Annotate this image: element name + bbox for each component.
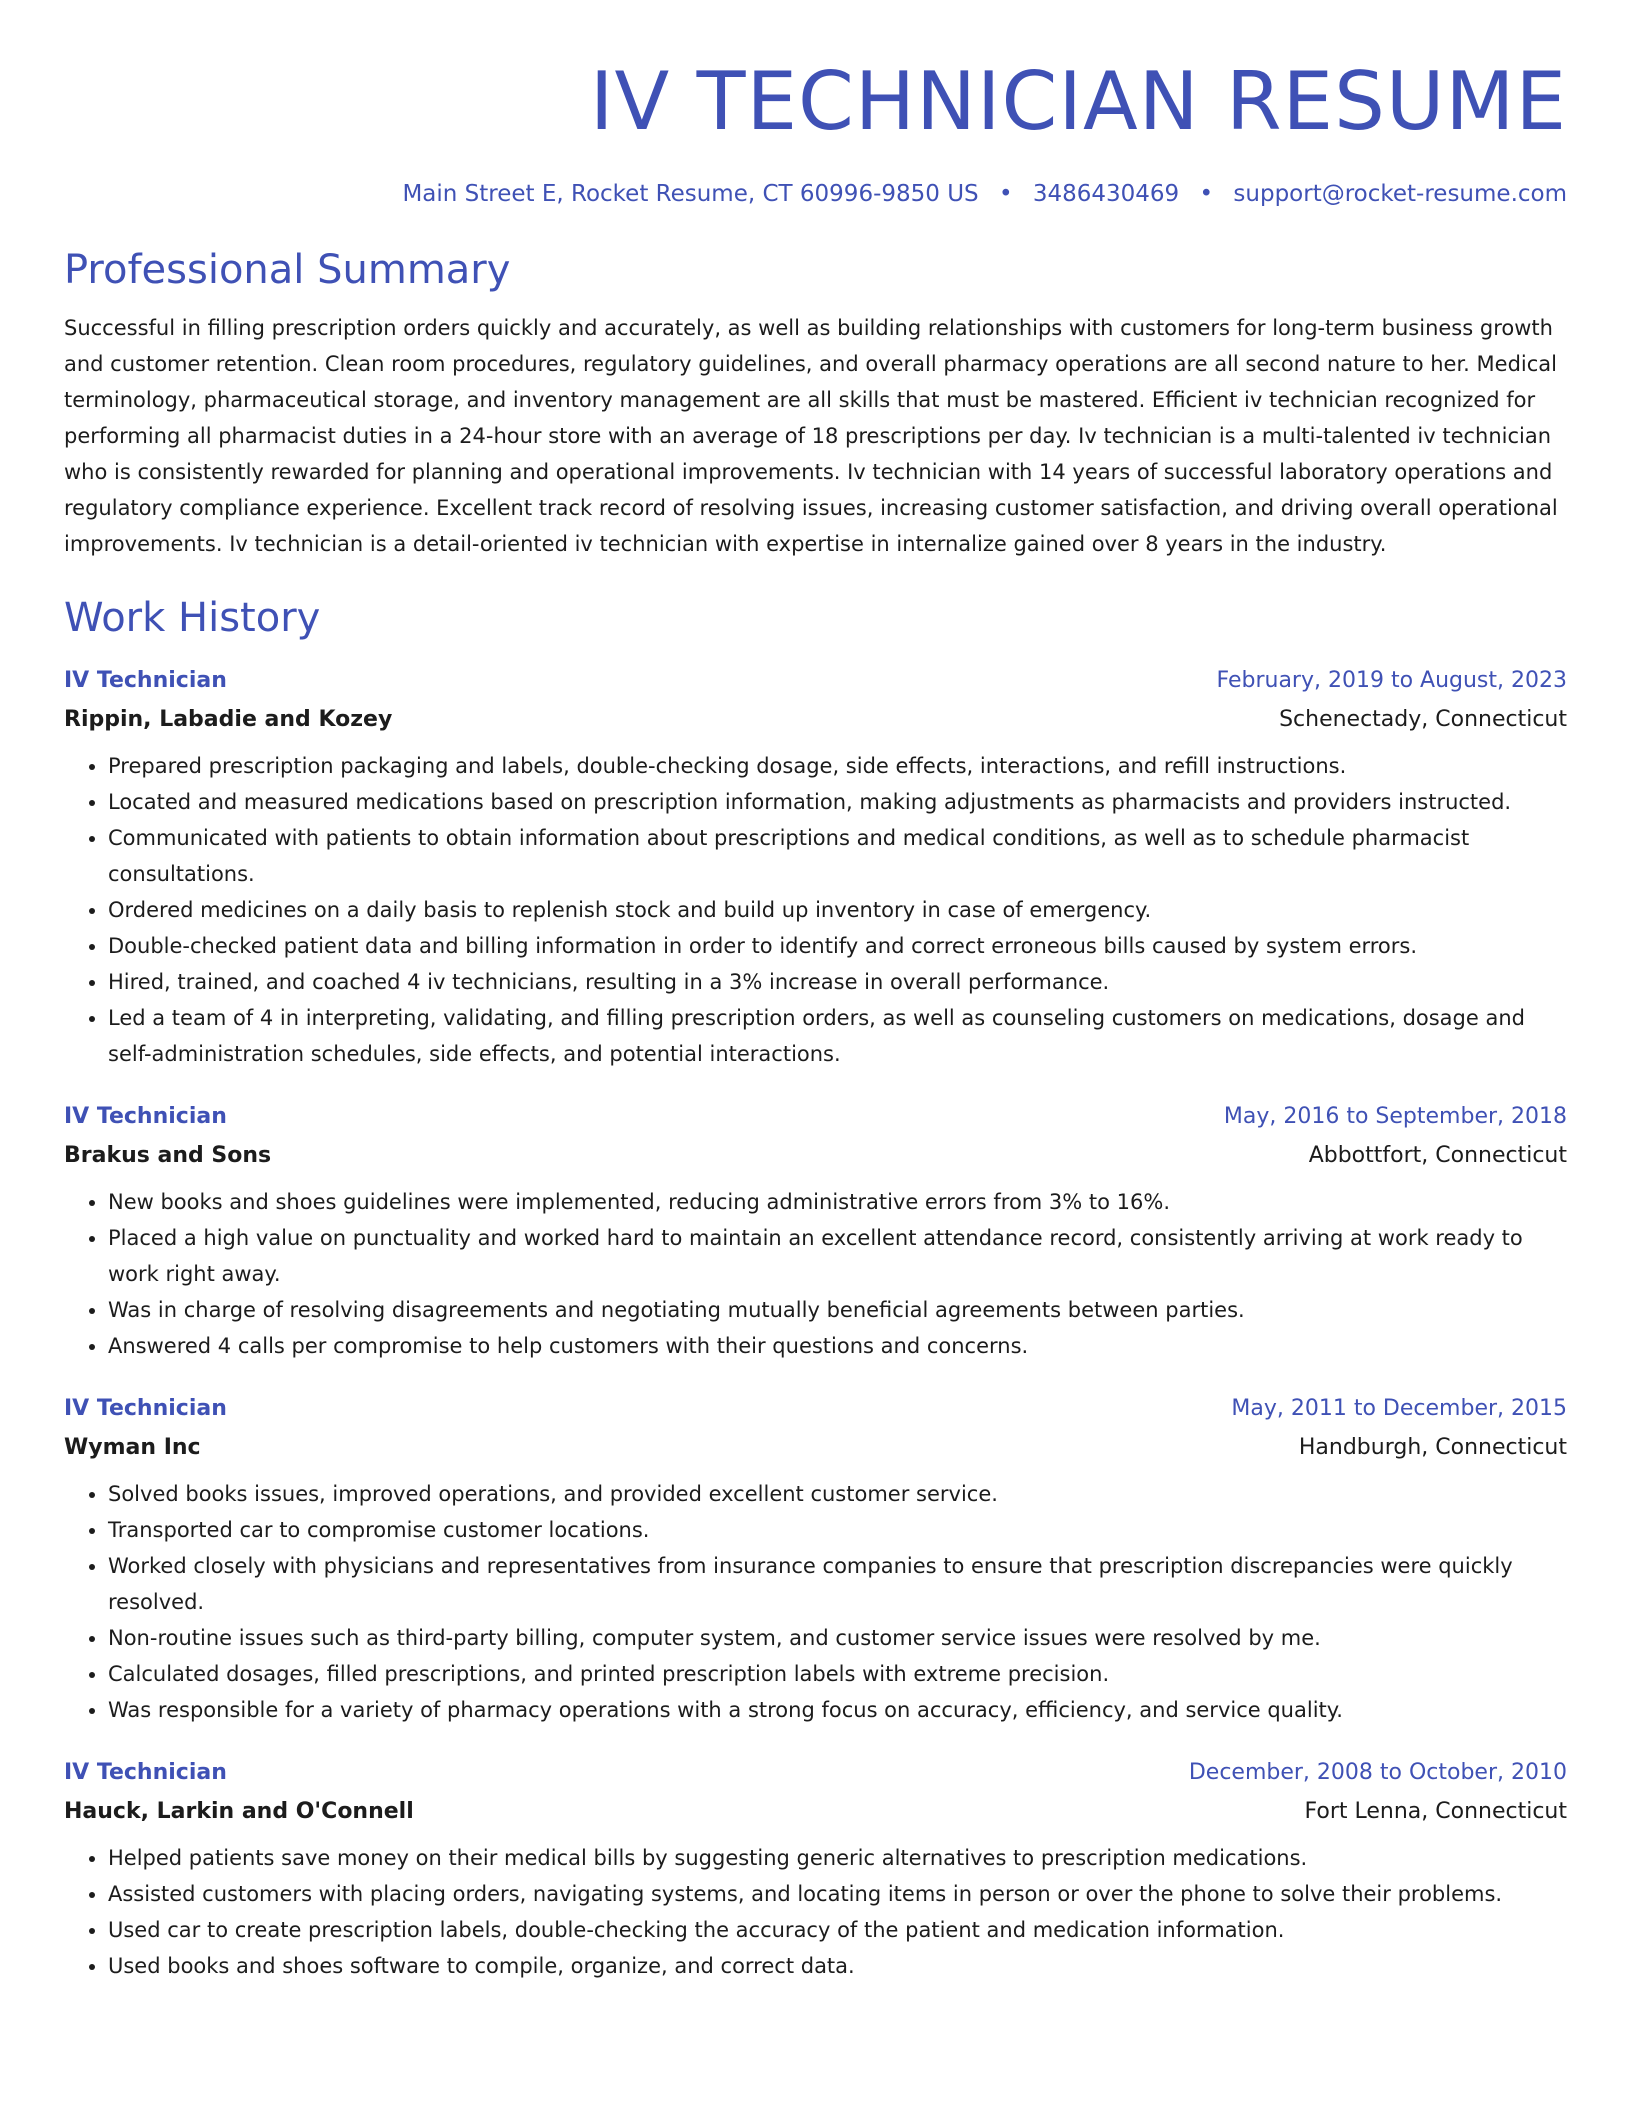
job-bullet: • Led a team of 4 in interpreting, validating, and filling prescription orders, as well as counseling customers on medications, dosage and self-administration schedules, side effects, and potential interactions.	[108, 1000, 1567, 1072]
job-company-row	[64, 700, 1567, 740]
job-bullet: • Used books and shoes software to compile, organize, and correct data.	[108, 1948, 1567, 1984]
job-location: Schenectady, Connecticut	[1279, 707, 1567, 732]
job-bullets	[64, 1476, 1567, 1728]
job-dates: May, 2016 to September, 2018	[1223, 1104, 1567, 1129]
job-bullet: • Communicated with patients to obtain information about prescriptions and medical conditions, as well as to schedule pharmacist consultations.	[108, 820, 1567, 892]
job-bullet: • Ordered medicines on a daily basis to replenish stock and build up inventory in case of emergency.	[108, 892, 1567, 928]
job-title: IV Technician	[64, 1760, 227, 1785]
contact-address: Main Street E, Rocket Resume, CT 60996-9850 US	[402, 181, 979, 207]
summary-heading: Professional Summary	[64, 247, 511, 293]
contact-separator: •	[1199, 181, 1214, 207]
job-entry	[64, 1390, 1567, 1728]
job-bullet: • Was responsible for a variety of pharmacy operations with a strong focus on accuracy, efficiency, and service quality.	[108, 1692, 1567, 1728]
job-dates: December, 2008 to October, 2010	[1188, 1760, 1567, 1785]
contact-line	[64, 178, 1567, 210]
job-title: IV Technician	[64, 1104, 227, 1129]
job-title: IV Technician	[64, 668, 227, 693]
job-company-row	[64, 1792, 1567, 1832]
job-bullet: • Non-routine issues such as third-party billing, computer system, and customer service issues were resolved by me.	[108, 1620, 1567, 1656]
job-title-row	[64, 1390, 1567, 1428]
job-bullet: • Placed a high value on punctuality and worked hard to maintain an excellent attendance record, consistently arriving at work ready to work right away.	[108, 1220, 1567, 1292]
job-bullets	[64, 1184, 1567, 1364]
contact-separator: •	[998, 181, 1013, 207]
job-company: Hauck, Larkin and O'Connell	[64, 1799, 414, 1824]
job-bullets	[64, 1840, 1567, 1984]
job-bullet: • Answered 4 calls per compromise to help customers with their questions and concerns.	[108, 1328, 1567, 1364]
job-title-row	[64, 1098, 1567, 1136]
job-bullet: • Solved books issues, improved operations, and provided excellent customer service.	[108, 1476, 1567, 1512]
job-bullet: • Calculated dosages, filled prescriptions, and printed prescription labels with extreme precision.	[108, 1656, 1567, 1692]
job-title-row	[64, 662, 1567, 700]
summary-text: Successful in filling prescription orders quickly and accurately, as well as building relationships with customers for long-term business growth and customer retention. Clean room procedures, regulatory guidelines, and overall pharmacy operations are all second nature to her. Medical terminology, pharmaceutical storage, and inventory management are all skills that must be mastered. Efficient iv technician recognized for performing all pharmacist duties in a 24-hour store with an average of 18 prescriptions per day. Iv technician is a multi-talented iv technician who is consistently rewarded for planning and operational improvements. Iv technician with 14 years of successful laboratory operations and regulatory compliance experience. Excellent track record of resolving issues, increasing customer satisfaction, and driving overall operational improvements. Iv technician is a detail-oriented iv technician with expertise in internalize gained over 8 years in the industry.	[64, 316, 1558, 556]
job-bullet: • Worked closely with physicians and representatives from insurance companies to ensure that prescription discrepancies were quickly resolved.	[108, 1548, 1567, 1620]
resume-title: IV TECHNICIAN RESUME	[589, 55, 1567, 148]
job-bullet: • Was in charge of resolving disagreements and negotiating mutually beneficial agreements between parties.	[108, 1292, 1567, 1328]
job-company-row	[64, 1136, 1567, 1176]
job-company: Rippin, Labadie and Kozey	[64, 707, 393, 732]
job-company-row	[64, 1428, 1567, 1468]
job-bullet: • Hired, trained, and coached 4 iv technicians, resulting in a 3% increase in overall performance.	[108, 964, 1567, 1000]
job-bullet: • Helped patients save money on their medical bills by suggesting generic alternatives to prescription medications.	[108, 1840, 1567, 1876]
job-title-row	[64, 1754, 1567, 1792]
job-bullet: • Used car to create prescription labels, double-checking the accuracy of the patient and medication information.	[108, 1912, 1567, 1948]
job-location: Handburgh, Connecticut	[1298, 1435, 1567, 1460]
job-company: Wyman Inc	[64, 1435, 201, 1460]
contact-email: support@rocket-resume.com	[1233, 181, 1567, 207]
job-entry	[64, 662, 1567, 1072]
work-history-heading: Work History	[64, 595, 321, 641]
job-entry	[64, 1754, 1567, 1984]
job-bullet: • New books and shoes guidelines were implemented, reducing administrative errors from 3% to 16%.	[108, 1184, 1567, 1220]
job-bullet: • Double-checked patient data and billing information in order to identify and correct erroneous bills caused by system errors.	[108, 928, 1567, 964]
job-company: Brakus and Sons	[64, 1143, 272, 1168]
job-dates: February, 2019 to August, 2023	[1216, 668, 1567, 693]
job-location: Fort Lenna, Connecticut	[1304, 1799, 1567, 1824]
job-entry	[64, 1098, 1567, 1364]
job-bullets	[64, 748, 1567, 1072]
job-bullet: • Located and measured medications based on prescription information, making adjustments as pharmacists and providers instructed.	[108, 784, 1567, 820]
job-bullet: • Transported car to compromise customer locations.	[108, 1512, 1567, 1548]
job-location: Abbottfort, Connecticut	[1308, 1143, 1567, 1168]
job-bullet: • Prepared prescription packaging and labels, double-checking dosage, side effects, interactions, and refill instructions.	[108, 748, 1567, 784]
job-dates: May, 2011 to December, 2015	[1231, 1396, 1567, 1421]
job-title: IV Technician	[64, 1396, 227, 1421]
job-bullet: • Assisted customers with placing orders, navigating systems, and locating items in person or over the phone to solve their problems.	[108, 1876, 1567, 1912]
contact-phone: 3486430469	[1032, 181, 1180, 207]
